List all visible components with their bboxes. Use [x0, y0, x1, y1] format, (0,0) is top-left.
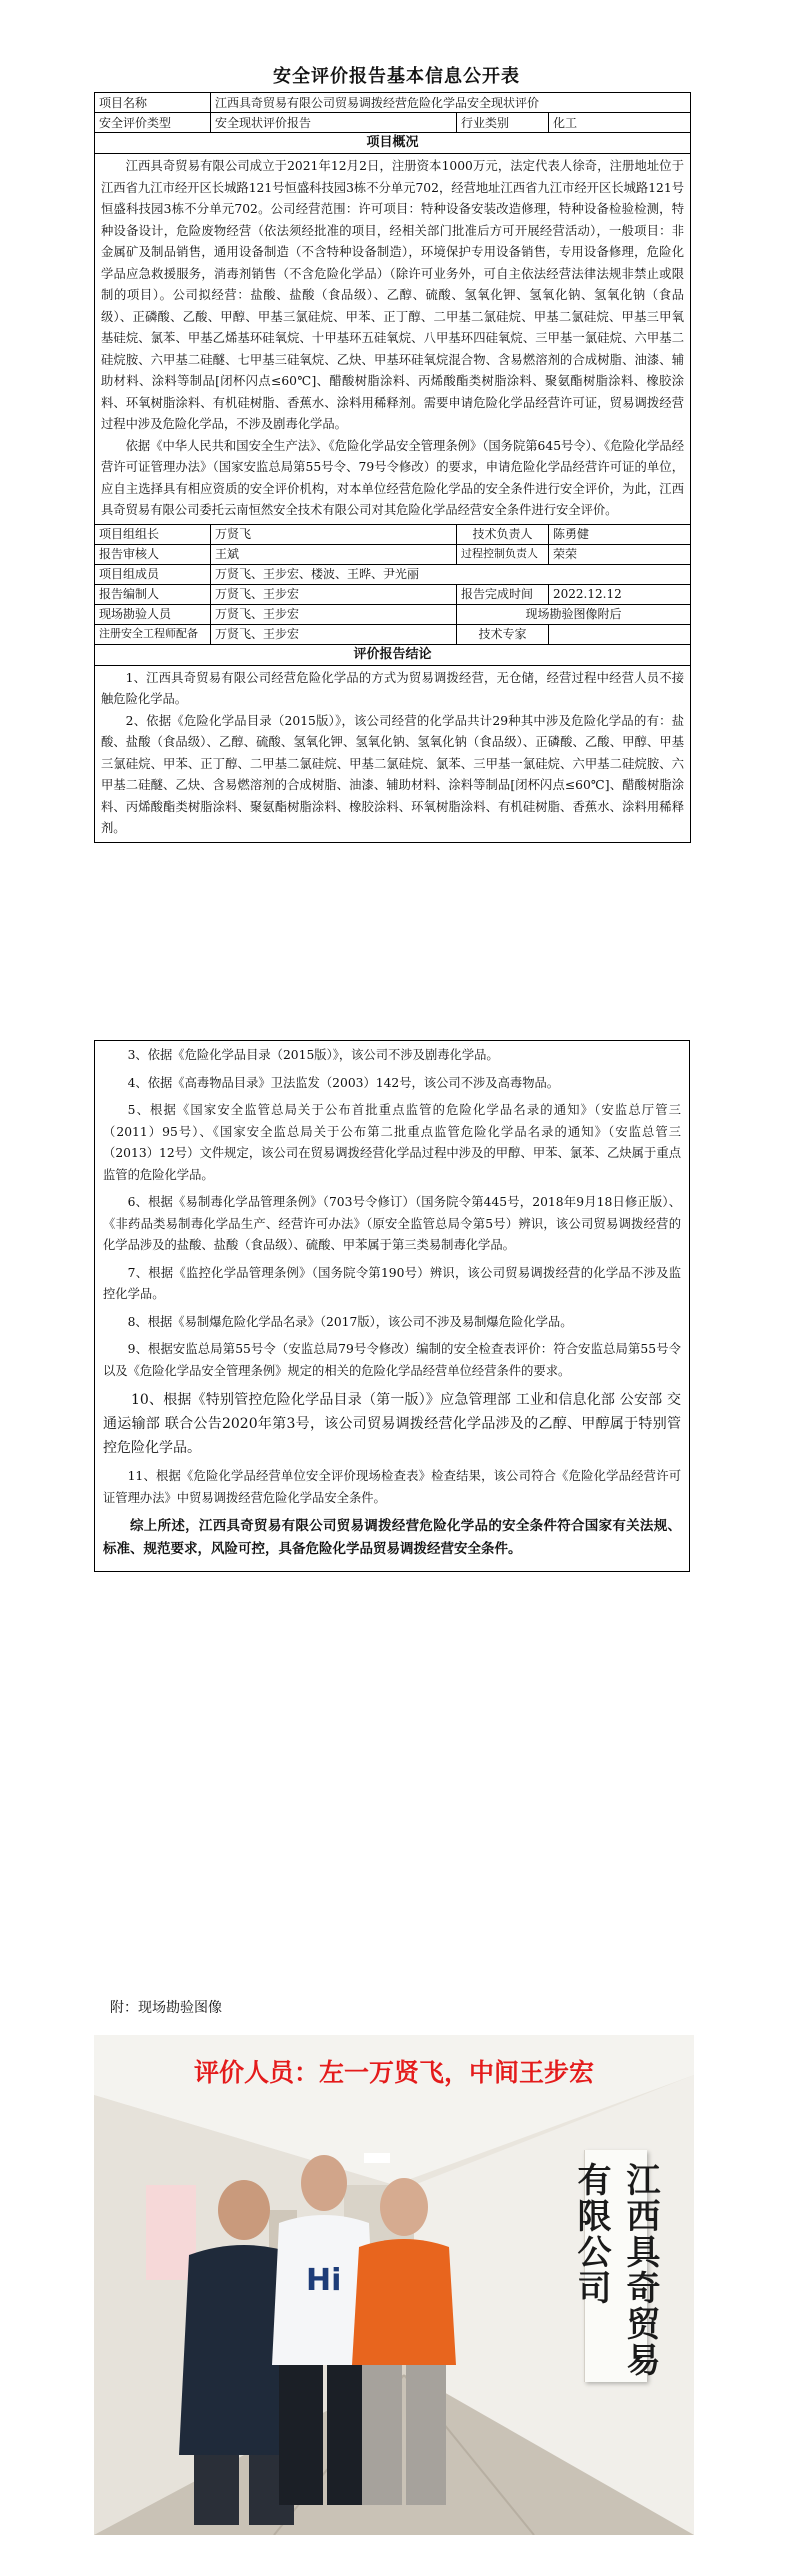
members-label: 项目组成员 [95, 564, 211, 584]
overview-paragraph-1: 江西具奇贸易有限公司成立于2021年12月2日，注册资本1000万元，法定代表人徐奇，注册地址位于江西省九江市经开区长城路121号恒盛科技园3栋不分单元702，经营地址江西省九江市经开区长城路121号恒盛科技园3栋不分单元702。公司经营范围：许可项目：特种设备安装改造修理，特种设备检验检测，特种设备设计，危险废物经营（依法须经批准的项目，经相关部门批准后方可开展经营活动），一般项目：非金属矿及制品销售，通用设备制造（不含特种设备制造），环境保护专用设备销售，专用设备修理，危险化学品应急救援服务，消毒剂销售（不含危险化学品）（除许可业务外，可自主依法经营法律法规非禁止或限制的项目）。公司拟经营：盐酸、盐酸（食品级）、乙醇、硫酸、氢氧化钾、氢氧化钠、氢氧化钠（食品级）、正磷酸、乙酸、甲醇、甲基三氯硅烷、甲苯、正丁醇、二甲基二氯硅烷、甲基二氯硅烷、甲基三甲氧基硅烷、氯苯、甲基乙烯基环硅氧烷、十甲基环五硅氧烷、八甲基环四硅氧烷、三甲基一氯硅烷、六甲基二硅烷胺、六甲基二硅醚、七甲基三硅氧烷、乙炔、甲基环硅氧烷混合物、含易燃溶剂的合成树脂、油漆、辅助材料、涂料等制品[闭杯闪点≤60℃]、醋酸树脂涂料、丙烯酸酯类树脂涂料、聚氨酯树脂涂料、橡胶涂料、环氧树脂涂料、有机硅树脂、香蕉水、涂料用稀释剂。需要申请危险化学品经营许可证，贸易调拨经营过程中涉及危险化学品，不涉及剧毒化学品。 [101, 159, 685, 431]
engineer-label: 注册安全工程师配备 [95, 624, 211, 644]
row-writer [95, 584, 691, 604]
info-table [94, 92, 691, 843]
row-eval-type [95, 113, 691, 133]
reviewer-value: 王斌 [211, 544, 457, 564]
conclusion-item-9: 9、根据安监总局第55号令（安监总局79号令修改）编制的安全检查表评价：符合安监总局第55号令以及《危险化学品安全管理条例》规定的相关的危险化学品经营单位经营条件的要求。 [103, 1342, 681, 1378]
engineer-value: 万贤飞、王步宏 [211, 624, 457, 644]
shirt-text: Hi [306, 2263, 342, 2298]
tech-lead-label: 技术负责人 [457, 524, 549, 544]
process-lead-value: 荣荣 [549, 544, 691, 564]
person-right-body [352, 2239, 456, 2365]
finish-date-value: 2022.12.12 [549, 584, 691, 604]
project-name-value: 江西具奇贸易有限公司贸易调拨经营危险化学品安全现状评价 [211, 93, 691, 113]
attachment-label: 附：现场勘验图像 [110, 2000, 222, 2016]
row-overview-body [95, 154, 691, 525]
row-site [95, 604, 691, 624]
overview-heading: 项目概况 [95, 133, 691, 154]
row-reviewer [95, 544, 691, 564]
finish-date-label: 报告完成时间 [457, 584, 549, 604]
industry-label: 行业类别 [457, 113, 549, 133]
conclusion-item-5: 5、根据《国家安全监管总局关于公布首批重点监管的危险化学品名录的通知》（安监总厅管三（2011）95号）、《国家安全监总局关于公布第二批重点监管危险化学品名录的通知》（安监总管三（2013）12号）文件规定，该公司在贸易调拨经营化学品过程中涉及的甲醇、甲苯、氯苯、乙炔属于重点监管的危险化学品。 [103, 1103, 681, 1182]
row-engineer [95, 624, 691, 644]
conclusion-item-1: 1、江西具奇贸易有限公司经营危险化学品的方式为贸易调拨经营，无仓储，经营过程中经营人员不接触危险化学品。 [101, 670, 685, 706]
conclusion-item-2: 2、依据《危险化学品目录（2015版）》，该公司经营的化学品共计29种其中涉及危险化学品的有：盐酸、盐酸（食品级）、乙醇、硫酸、氢氧化钾、氢氧化钠、氢氧化钠（食品级）、正磷酸、乙酸、甲醇、甲基三氯硅烷、甲苯、正丁醇、二甲基二氯硅烷、甲基二氯硅烷、氯苯、三甲基一氯硅烷、六甲基二硅烷胺、六甲基二硅醚、乙炔、含易燃溶剂的合成树脂、油漆、辅助材料、涂料等制品[闭杯闪点≤60℃]、醋酸树脂涂料、丙烯酸酯类树脂涂料、聚氨酯树脂涂料、橡胶涂料、环氧树脂涂料、有机硅树脂、香蕉水、涂料用稀释剂。 [101, 713, 685, 835]
reviewer-label: 报告审核人 [95, 544, 211, 564]
process-lead-label: 过程控制负责人 [457, 544, 549, 564]
conclusion-item-11: 11、根据《危险化学品经营单位安全评价现场检查表》检查结果，该公司符合《危险化学品经营许可证管理办法》中贸易调拨经营危险化学品安全条件。 [103, 1469, 681, 1505]
row-conclusion-heading [95, 644, 691, 665]
person-middle-leg [279, 2365, 323, 2505]
conclusion-continued [95, 1041, 690, 1572]
eval-type-value: 安全现状评价报告 [211, 113, 457, 133]
expert-value [549, 624, 691, 644]
person-right-leg [406, 2365, 446, 2505]
eval-type-label: 安全评价类型 [95, 113, 211, 133]
row-members [95, 564, 691, 584]
row-conclusion-cont [95, 1041, 690, 1572]
conclusion-body [95, 665, 691, 842]
row-conclusion-body [95, 665, 691, 842]
overview-body [95, 154, 691, 525]
conclusion-item-3: 3、依据《危险化学品目录（2015版）》，该公司不涉及剧毒化学品。 [127, 1048, 499, 1062]
person-right-head [380, 2178, 428, 2236]
conclusion-item-8: 8、根据《易制爆危险化学品名录》（2017版），该公司不涉及易制爆危险化学品。 [127, 1314, 573, 1329]
writer-label: 报告编制人 [95, 584, 211, 604]
conclusion-heading: 评价报告结论 [95, 644, 691, 665]
row-project-name [95, 93, 691, 113]
writer-value: 万贤飞、王步宏 [211, 584, 457, 604]
site-photo-note: 现场勘验图像附后 [457, 604, 691, 624]
conclusion-table [94, 1040, 690, 1572]
row-leader [95, 524, 691, 544]
site-value: 万贤飞、王步宏 [211, 604, 457, 624]
person-middle-head [301, 2155, 347, 2211]
industry-value: 化工 [549, 113, 691, 133]
person-left-head [218, 2180, 270, 2240]
leader-value: 万贤飞 [211, 524, 457, 544]
document-title: 安全评价报告基本信息公开表 [273, 66, 520, 87]
ceiling-light [364, 2153, 390, 2163]
conclusion-item-6: 6、根据《易制毒化学品管理条例》（703号令修订）（国务院令第445号，2018年9月18日修正版）、《非药品类易制毒化学品生产、经营许可办法》（原安全监管总局令第5号）辨识，该公司贸易调拨经营的化学品涉及的盐酸、盐酸（食品级）、硫酸、甲苯属于第三类易制毒化学品。 [103, 1195, 681, 1252]
photo-caption: 评价人员：左一万贤飞，中间王步宏 [193, 2058, 594, 2087]
project-name-label: 项目名称 [95, 93, 211, 113]
members-value: 万贤飞、王步宏、楼波、王晔、尹光丽 [211, 564, 691, 584]
conclusion-item-7: 7、根据《监控化学品管理条例》（国务院令第190号）辨识，该公司贸易调拨经营的化学品不涉及监控化学品。 [103, 1265, 681, 1301]
conclusion-item-4: 4、依据《高毒物品目录》卫法监发（2003）142号，该公司不涉及高毒物品。 [127, 1075, 560, 1090]
conclusion-item-10: 10、根据《特别管控危险化学品目录（第一版）》应急管理部 工业和信息化部 公安部 交通运输部 联合公告2020年第3号，该公司贸易调拨经营化学品涉及的乙醇、甲醇属于特别管控危险化学品。 [103, 1392, 681, 1456]
row-overview-heading [95, 133, 691, 154]
expert-label: 技术专家 [457, 624, 549, 644]
company-signboard [571, 2150, 660, 2382]
person-left-leg [194, 2455, 239, 2525]
conclusion-summary: 综上所述，江西具奇贸易有限公司贸易调拨经营危险化学品的安全条件符合国家有关法规、标准、规范要求，风险可控，具备危险化学品贸易调拨经营安全条件。 [103, 1518, 681, 1557]
person-right-leg [362, 2365, 402, 2505]
signboard-text: 江西具奇贸易有限公司 [571, 2162, 660, 2378]
leader-label: 项目组组长 [95, 524, 211, 544]
site-photo [94, 2035, 694, 2535]
site-label: 现场勘验人员 [95, 604, 211, 624]
tech-lead-value: 陈勇健 [549, 524, 691, 544]
overview-paragraph-2: 依据《中华人民共和国安全生产法》、《危险化学品安全管理条例》（国务院第645号令）、《危险化学品经营许可证管理办法》（国家安监总局第55号令、79号令修改）的要求，申请危险化学品经营许可证的单位，应自主选择具有相应资质的安全评价机构，对本单位经营危险化学品的安全条件进行安全评价，为此，江西具奇贸易有限公司委托云南恒然安全技术有限公司对其危险化学品经营安全条件进行安全评价。 [101, 438, 685, 517]
